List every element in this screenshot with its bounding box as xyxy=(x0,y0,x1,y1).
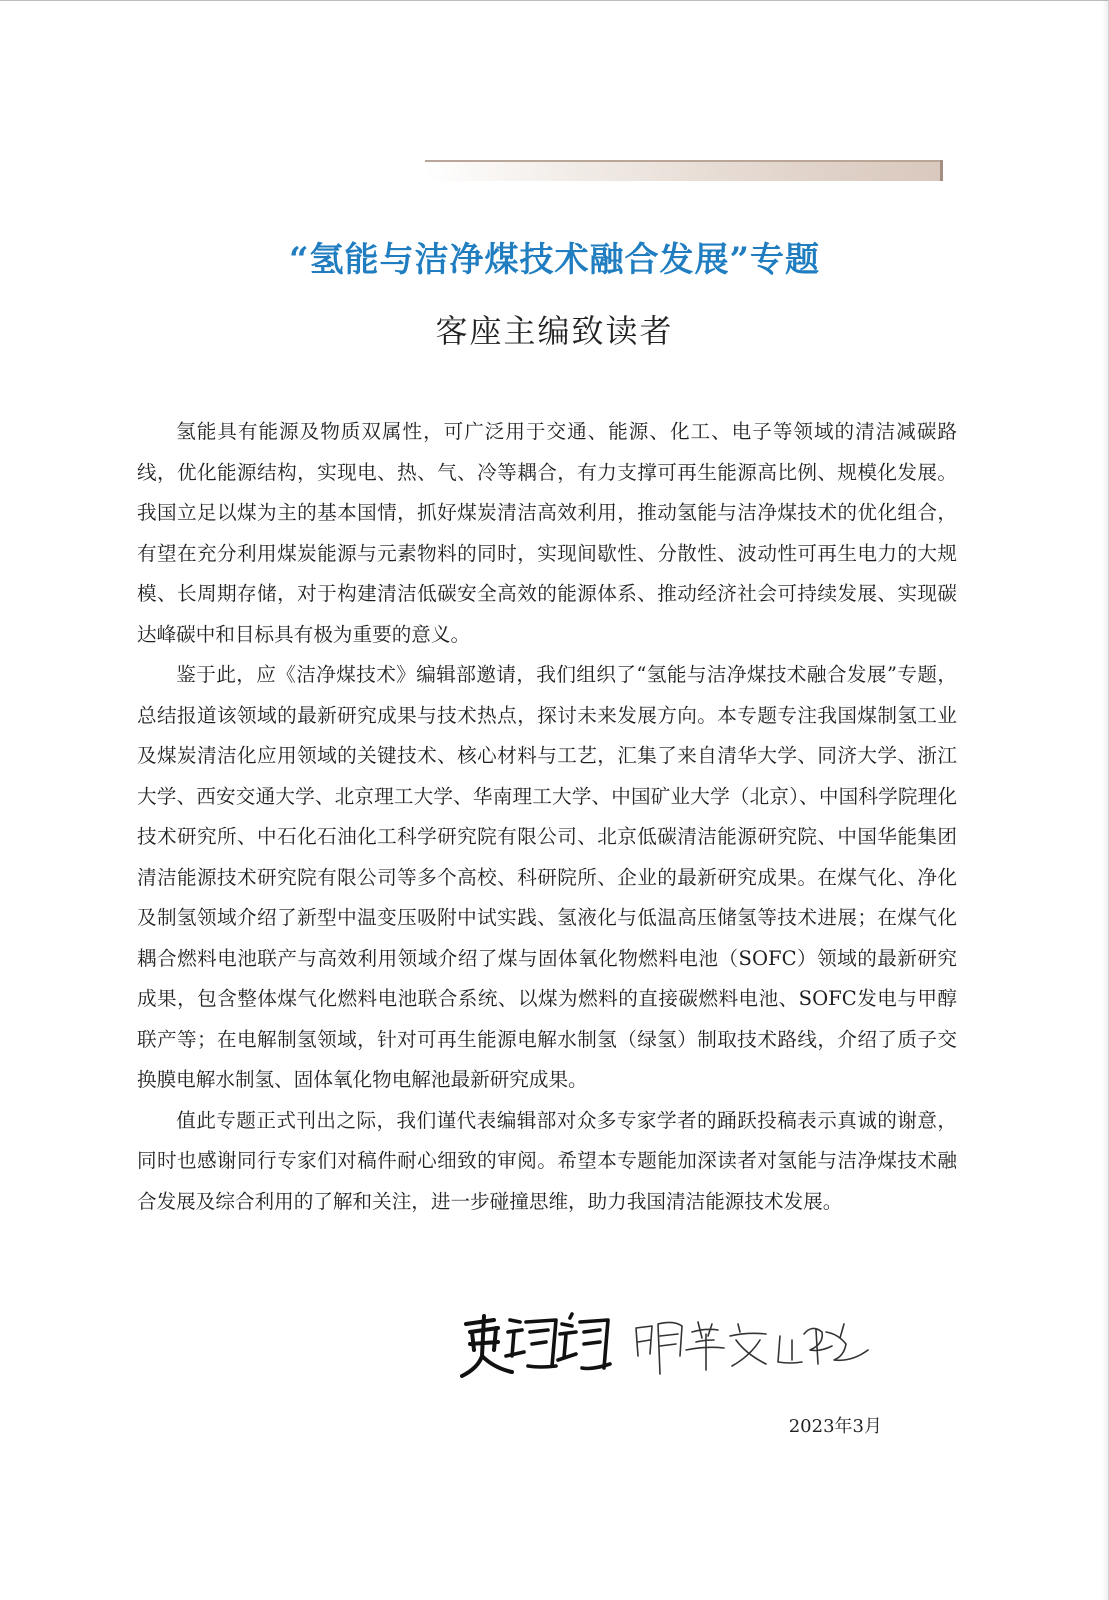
signature-3 xyxy=(778,1324,868,1364)
paragraph-3: 值此专题正式刊出之际，我们谨代表编辑部对众多专家学者的踊跃投稿表示真诚的谢意，同时也感谢同行专家们对稿件耐心细致的审阅。希望本专题能加深读者对氢能与洁净煤技术融合发展及综合利用的了解和关注，进一步碰撞思维，助力我国清洁能源技术发展。 xyxy=(137,1108,957,1213)
document-date: 2023年3月 xyxy=(788,1416,882,1437)
page-top-border xyxy=(0,0,1109,1)
signature-1 xyxy=(462,1314,610,1376)
decorative-header-bar-end xyxy=(940,160,943,181)
signatures-image xyxy=(460,1310,890,1390)
document-subtitle: 客座主编致读者 xyxy=(435,312,674,350)
paragraph-2: 鉴于此，应《洁净煤技术》编辑部邀请，我们组织了“氢能与洁净煤技术融合发展”专题，总结报道该领域的最新研究成果与技术热点，探讨未来发展方向。本专题专注我国煤制氢工业及煤炭清洁化应用领域的关键技术、核心材料与工艺，汇集了来自清华大学、同济大学、浙江大学、西安交通大学、北京理工大学、华南理工大学、中国矿业大学（北京）、中国科学院理化技术研究所、中石化石油化工科学研究院有限公司、北京低碳清洁能源研究院、中国华能集团清洁能源技术研究院有限公司等多个高校、科研院所、企业的最新研究成果。在煤气化、净化及制氢领域介绍了新型中温变压吸附中试实践、氢液化与低温高压储氢等技术进展；在煤气化耦合燃料电池联产与高效利用领域介绍了煤与固体氧化物燃料电池（SOFC）领域的最新研究成果，包含整体煤气化燃料电池联合系统、以煤为燃料的直接碳燃料电池、SOFC发电与甲醇联产等；在电解制氢领域，针对可再生能源电解水制氢（绿氢）制取技术路线，介绍了质子交换膜电解水制氢、固体氧化物电解池最新研究成果。 xyxy=(137,663,957,1091)
decorative-header-bar xyxy=(425,160,943,181)
handwritten-signatures xyxy=(460,1310,890,1390)
letter-body xyxy=(137,412,957,1222)
signature-2 xyxy=(636,1322,766,1374)
document-title: “氢能与洁净煤技术融合发展”专题 xyxy=(288,240,821,280)
paragraph-1: 氢能具有能源及物质双属性，可广泛用于交通、能源、化工、电子等领域的清洁减碳路线，优化能源结构，实现电、热、气、冷等耦合，有力支撑可再生能源高比例、规模化发展。我国立足以煤为主的基本国情，抓好煤炭清洁高效利用，推动氢能与洁净煤技术的优化组合，有望在充分利用煤炭能源与元素物料的同时，实现间歇性、分散性、波动性可再生电力的大规模、长周期存储，对于构建清洁低碳安全高效的能源体系、推动经济社会可持续发展、实现碳达峰碳中和目标具有极为重要的意义。 xyxy=(137,420,957,646)
